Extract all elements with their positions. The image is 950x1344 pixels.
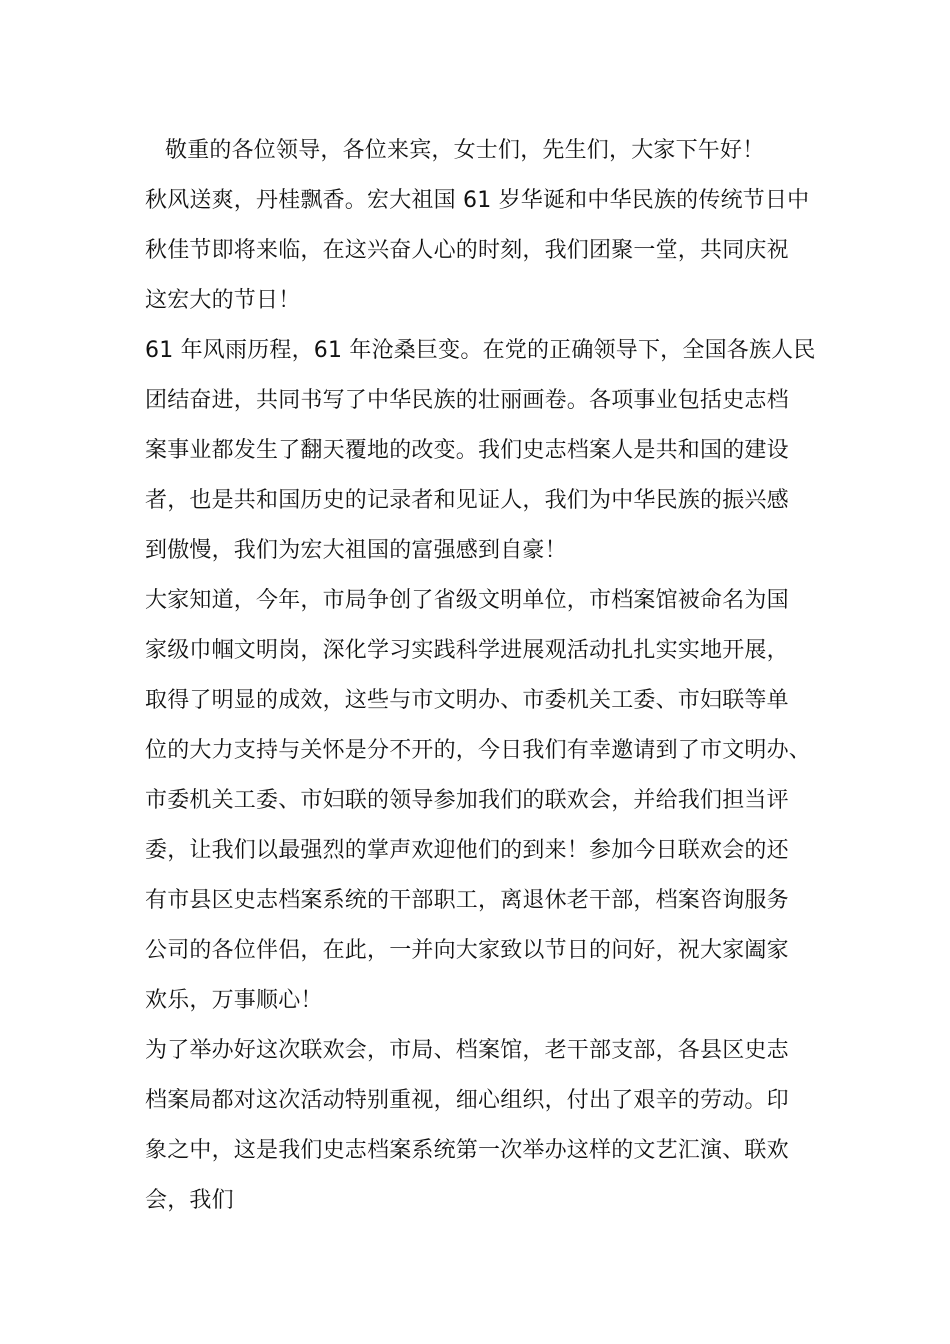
paragraph-achievements (145, 576, 845, 1026)
text-line: 团结奋进，共同书写了中华民族的壮丽画卷。各项事业包括史志档 (145, 388, 789, 413)
text-line: 家级巾帼文明岗，深化学习实践科学进展观活动扎扎实实地开展， (145, 638, 789, 663)
text-line: 这宏大的节日！ (145, 288, 301, 313)
text-line: 者，也是共和国历史的记录者和见证人，我们为中华民族的振兴感 (145, 488, 789, 513)
text-line: 会，我们 (145, 1188, 234, 1213)
text-line: 位的大力支持与关怀是分不开的，今日我们有幸邀请到了市文明办、 (145, 738, 812, 763)
text-line: 取得了明显的成效，这些与市文明办、市委机关工委、市妇联等单 (145, 688, 789, 713)
text-line: 公司的各位伴侣，在此，一并向大家致以节日的问好，祝大家阖家 (145, 938, 789, 963)
text-line: 为了举办好这次联欢会，市局、档案馆，老干部支部，各县区史志 (145, 1038, 789, 1063)
text-line: 象之中，这是我们史志档案系统第一次举办这样的文艺汇演、联欢 (145, 1138, 789, 1163)
paragraph-organization (145, 1026, 845, 1226)
document-body (145, 126, 845, 1226)
paragraph-history (145, 326, 845, 576)
text-line: 敬重的各位领导，各位来宾，女士们，先生们，大家下午好！ (165, 138, 765, 163)
text-line: 案事业都发生了翻天覆地的改变。我们史志档案人是共和国的建设 (145, 438, 789, 463)
text-line: 档案局都对这次活动特别重视，细心组织，付出了艰辛的劳动。印 (145, 1088, 789, 1113)
text-line: 到傲慢，我们为宏大祖国的富强感到自豪！ (145, 538, 567, 563)
text-line: 秋佳节即将来临，在这兴奋人心的时刻，我们团聚一堂，共同庆祝 (145, 238, 789, 263)
text-line: 委，让我们以最强烈的掌声欢迎他们的到来！参加今日联欢会的还 (145, 838, 789, 863)
text-line: 有市县区史志档案系统的干部职工，离退休老干部，档案咨询服务 (145, 888, 789, 913)
text-line: 秋风送爽，丹桂飘香。宏大祖国 61 岁华诞和中华民族的传统节日中 (145, 188, 810, 213)
paragraph-greeting (145, 126, 845, 176)
paragraph-festival (145, 176, 845, 326)
text-line: 61 年风雨历程，61 年沧桑巨变。在党的正确领导下，全国各族人民 (145, 338, 816, 363)
text-line: 大家知道，今年，市局争创了省级文明单位，市档案馆被命名为国 (145, 588, 789, 613)
text-line: 欢乐，万事顺心！ (145, 988, 323, 1013)
text-line: 市委机关工委、市妇联的领导参加我们的联欢会，并给我们担当评 (145, 788, 789, 813)
